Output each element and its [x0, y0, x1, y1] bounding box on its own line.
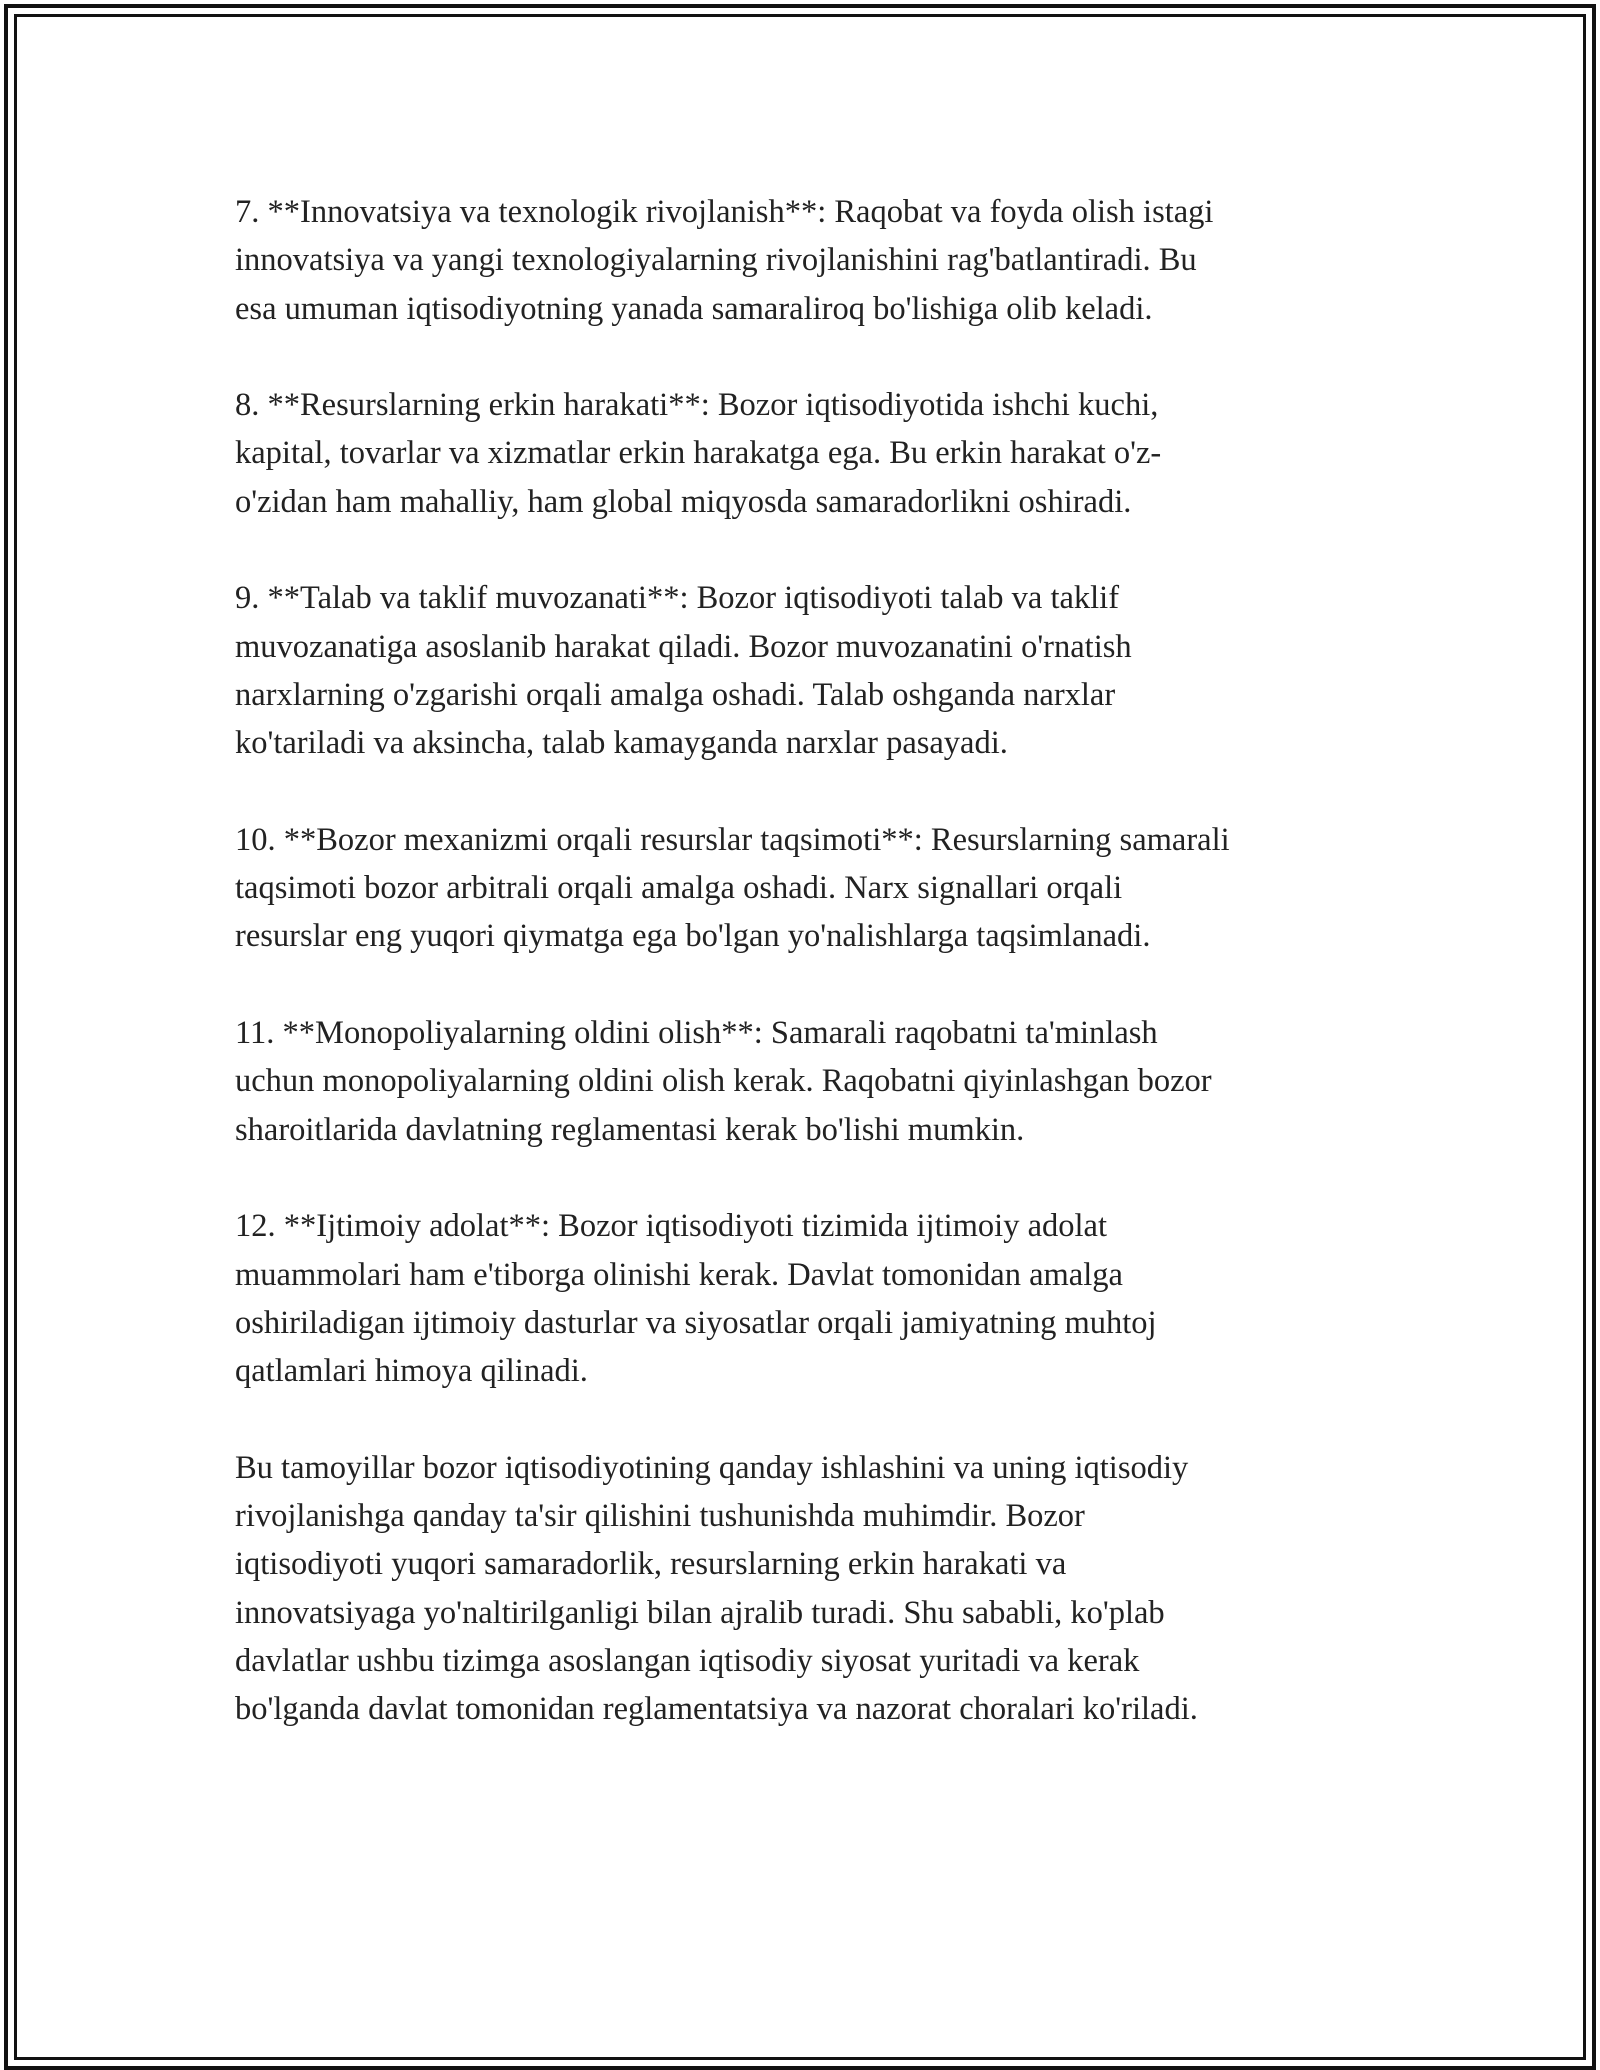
text-line: davlatlar ushbu tizimga asoslangan iqtisodiy siyosat yuritadi va kerak — [235, 1642, 1140, 1679]
text-line: 11. **Monopoliyalarning oldini olish**: Samarali raqobatni ta'minlash — [235, 1015, 1158, 1052]
text-line: rivojlanishga qanday ta'sir qilishini tushunishda muhimdir. Bozor — [235, 1498, 1085, 1535]
paragraph-monopolies — [235, 1009, 1375, 1154]
paragraph-conclusion — [235, 1444, 1375, 1734]
text-line: 12. **Ijtimoiy adolat**: Bozor iqtisodiyoti tizimida ijtimoiy adolat — [235, 1208, 1107, 1245]
text-line: 10. **Bozor mexanizmi orqali resurslar taqsimoti**: Resurslarning samarali — [235, 821, 1230, 858]
text-line: oshiriladigan ijtimoiy dasturlar va siyosatlar orqali jamiyatning muhtoj — [235, 1304, 1157, 1341]
text-line: innovatsiya va yangi texnologiyalarning rivojlanishini rag'batlantiradi. Bu — [235, 242, 1197, 279]
text-line: muvozanatiga asoslanib harakat qiladi. Bozor muvozanatini o'rnatish — [235, 628, 1132, 665]
text-line: iqtisodiyoti yuqori samaradorlik, resurslarning erkin harakati va — [235, 1546, 1067, 1583]
text-line: kapital, tovarlar va xizmatlar erkin harakatga ega. Bu erkin harakat o'z- — [235, 435, 1162, 472]
text-line: Bu tamoyillar bozor iqtisodiyotining qanday ishlashini va uning iqtisodiy — [235, 1449, 1189, 1486]
text-line: esa umuman iqtisodiyotning yanada samaraliroq bo'lishiga olib keladi. — [235, 290, 1153, 327]
text-line: qatlamlari himoya qilinadi. — [235, 1353, 588, 1390]
text-line: 8. **Resurslarning erkin harakati**: Bozor iqtisodiyotida ishchi kuchi, — [235, 387, 1159, 424]
text-line: narxlarning o'zgarishi orqali amalga oshadi. Talab oshganda narxlar — [235, 676, 1116, 713]
text-line: resurslar eng yuqori qiymatga ega bo'lgan yo'nalishlarga taqsimlanadi. — [235, 918, 1151, 955]
text-line: taqsimoti bozor arbitrali orqali amalga oshadi. Narx signallari orqali — [235, 870, 1123, 907]
document-body — [235, 188, 1375, 1782]
text-line: 7. **Innovatsiya va texnologik rivojlanish**: Raqobat va foyda olish istagi — [235, 194, 1214, 230]
text-line: uchun monopoliyalarning oldini olish kerak. Raqobatni qiyinlashgan bozor — [235, 1063, 1212, 1100]
text-line: muammolari ham e'tiborga olinishi kerak. Davlat tomonidan amalga — [235, 1256, 1123, 1293]
text-line: innovatsiyaga yo'naltirilganligi bilan ajralib turadi. Shu sababli, ko'plab — [235, 1594, 1165, 1631]
text-line: bo'lganda davlat tomonidan reglamentatsiya va nazorat choralari ko'riladi. — [235, 1691, 1198, 1728]
paragraph-resource-movement — [235, 381, 1375, 526]
text-line: sharoitlarida davlatning reglamentasi kerak bo'lishi mumkin. — [235, 1111, 1025, 1148]
paragraph-market-mechanism — [235, 816, 1375, 961]
text-line: ko'tariladi va aksincha, talab kamayganda narxlar pasayadi. — [235, 725, 1008, 762]
paragraph-social-justice — [235, 1202, 1375, 1395]
paragraph-supply-demand — [235, 574, 1375, 767]
paragraph-innovation — [235, 188, 1375, 333]
text-line: o'zidan ham mahalliy, ham global miqyosda samaradorlikni oshiradi. — [235, 483, 1132, 520]
text-line: 9. **Talab va taklif muvozanati**: Bozor iqtisodiyoti talab va taklif — [235, 580, 1120, 617]
